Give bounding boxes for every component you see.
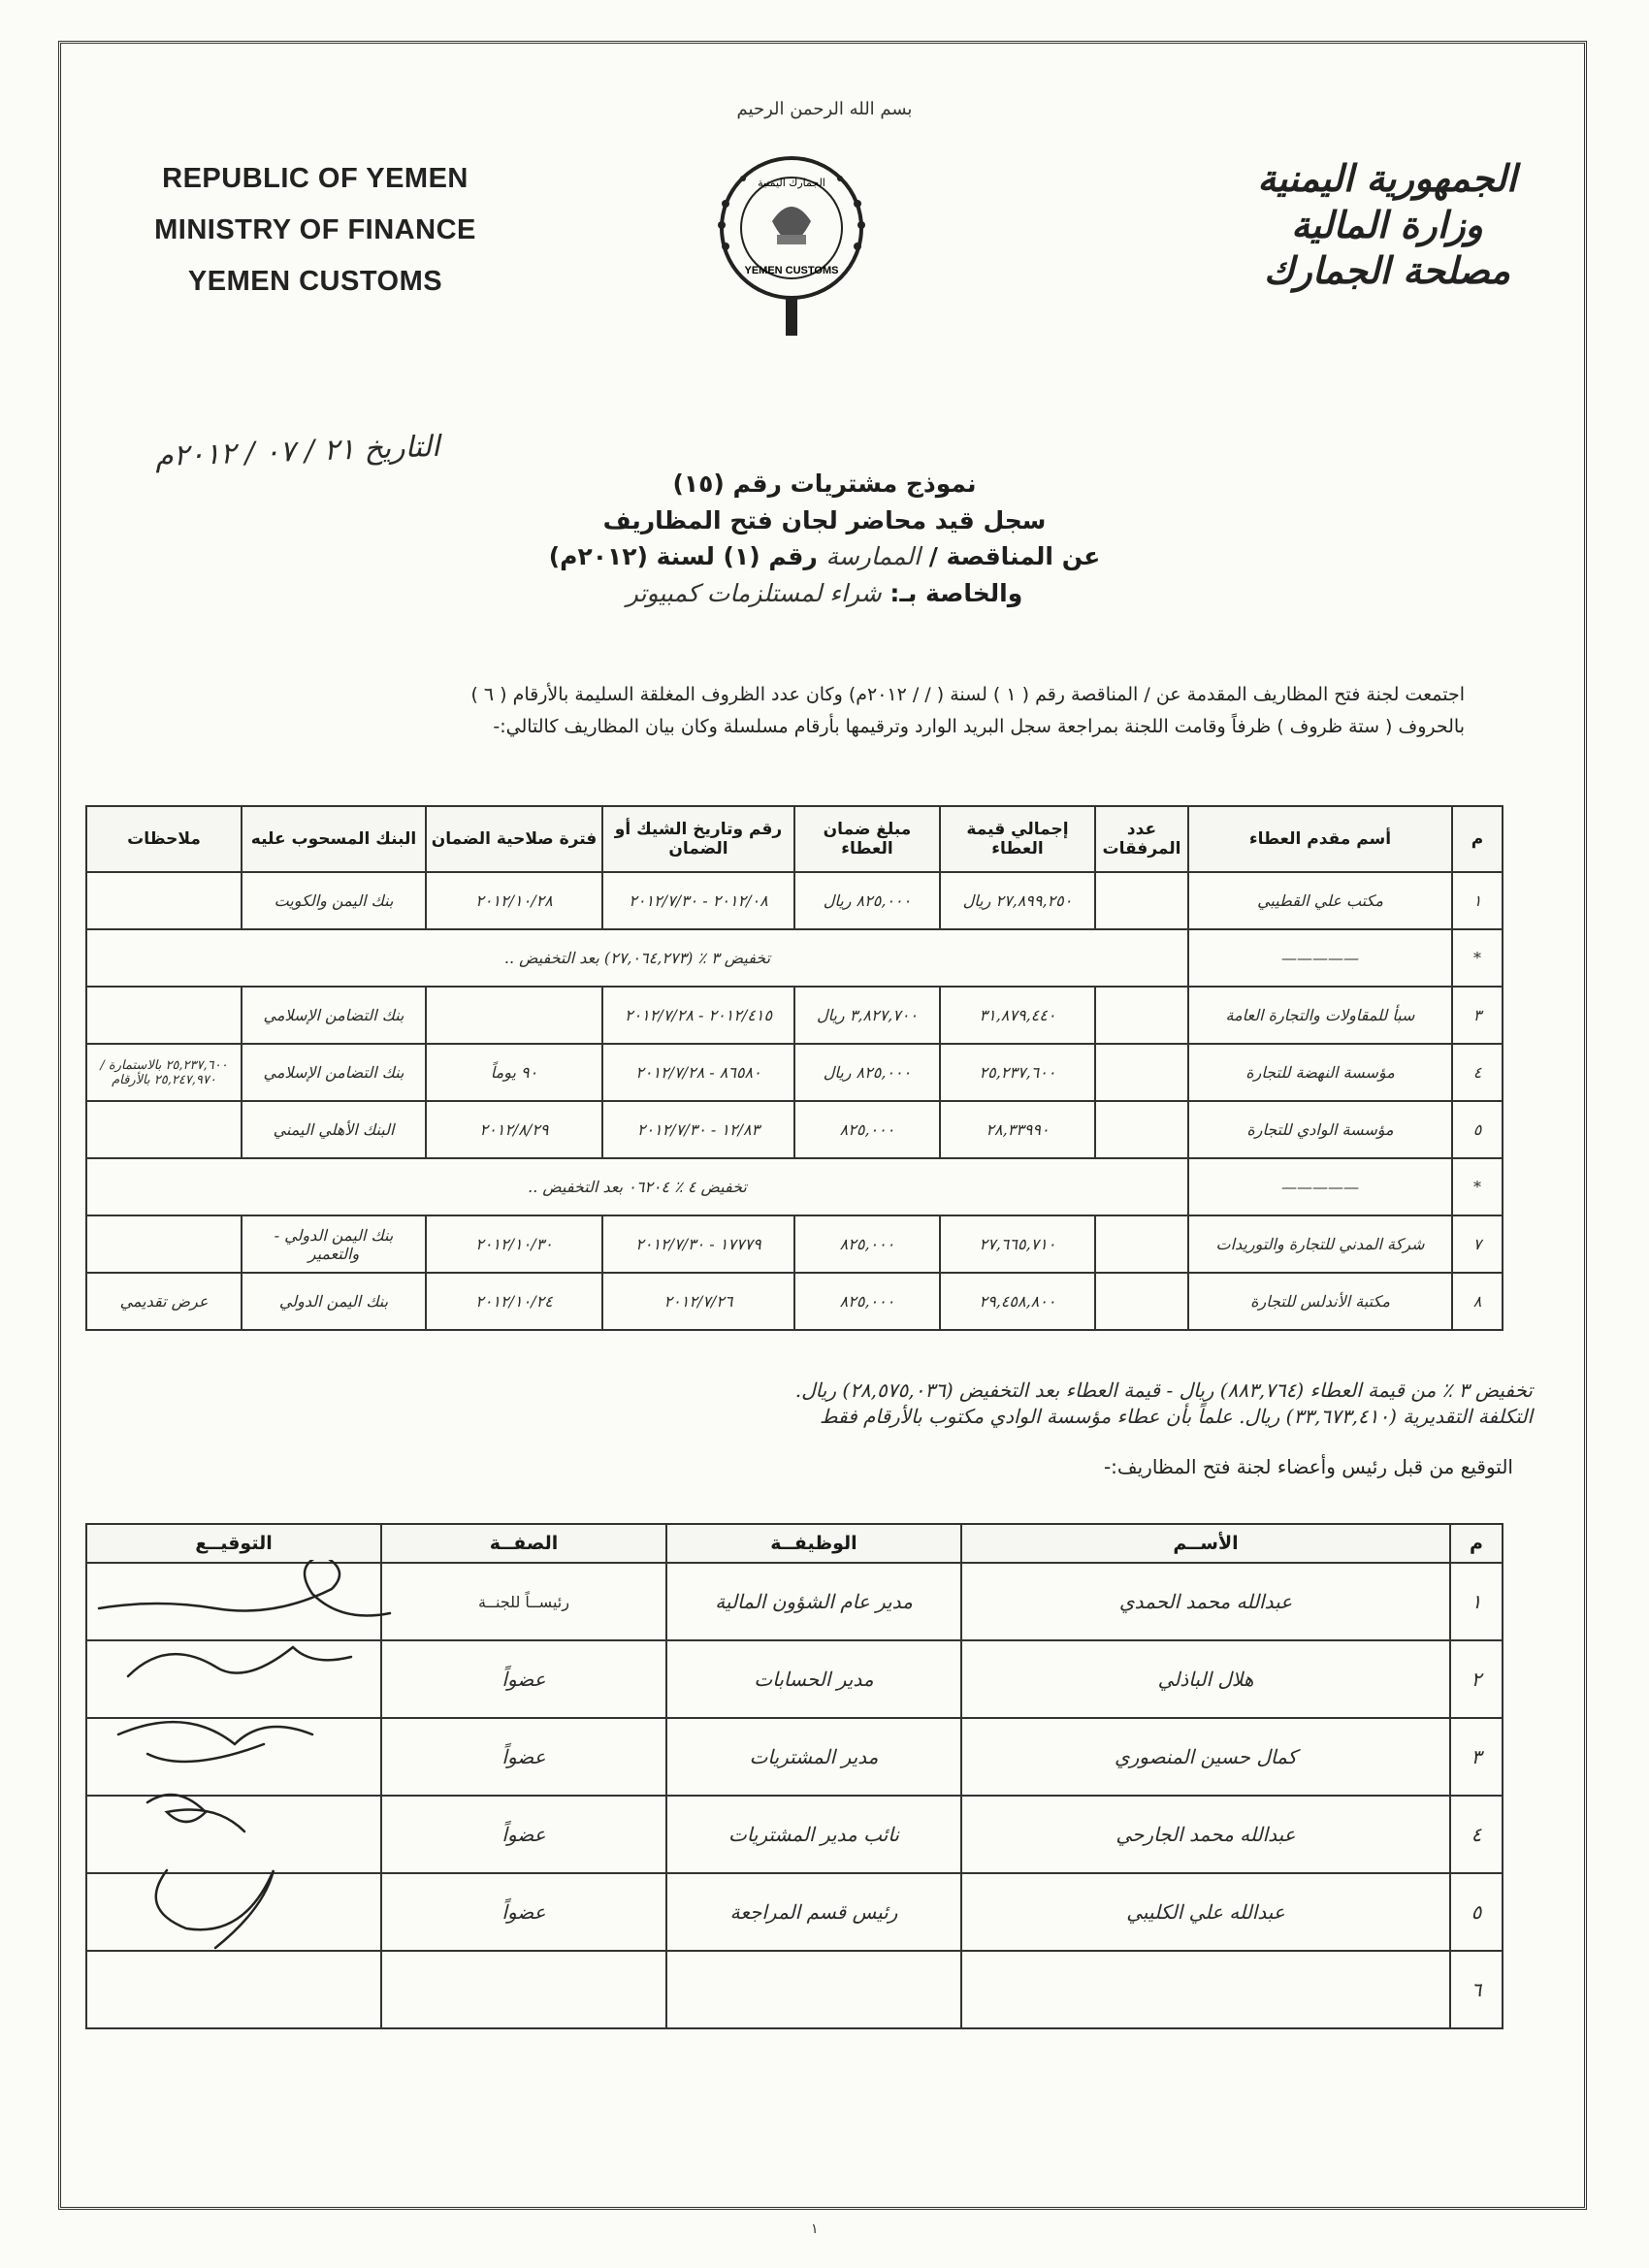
col-header-total: إجمالي قيمة العطاء — [940, 806, 1095, 872]
cell-bidder: سبأ للمقاولات والتجارة العامة — [1188, 987, 1452, 1044]
header-ar-line-1: الجمهورية اليمنية — [1257, 156, 1517, 200]
cell-num: ٤ — [1452, 1044, 1503, 1101]
table-row — [86, 987, 1503, 1044]
cell-attachments — [1095, 987, 1188, 1044]
members-header-row — [86, 1524, 1503, 1563]
cell-role: عضواً — [381, 1873, 666, 1951]
cell-validity: ٢٠١٢/١٠/٣٠ — [426, 1215, 602, 1273]
cell-role: عضواً — [381, 1718, 666, 1796]
cell-validity: ٢٠١٢/٨/٢٩ — [426, 1101, 602, 1158]
cell-notes — [86, 1101, 242, 1158]
emblem-english-text: YEMEN CUSTOMS — [744, 265, 839, 276]
col-header-notes: ملاحظات — [86, 806, 242, 872]
register-title: سجل قيد محاضر لجان فتح المظاريف — [602, 505, 1047, 535]
cell-bidder: شركة المدني للتجارة والتوريدات — [1188, 1215, 1452, 1273]
table-row-discount — [86, 1158, 1503, 1215]
cell-attachments — [1095, 1273, 1188, 1330]
header-en-line-3: YEMEN CUSTOMS — [187, 266, 443, 297]
cell-cheque: ٢٠١٢/٧/٢٦ — [602, 1273, 794, 1330]
cell-bidder: مكتب علي القطيبي — [1188, 872, 1452, 929]
bids-table — [85, 805, 1504, 1331]
handwritten-date: التاريخ ٢١ / ٠٧ / ٢٠١٢م — [154, 429, 440, 474]
cell-cheque: ١٧٧٧٩ - ٢٠١٢/٧/٣٠ — [602, 1215, 794, 1273]
cell-num: ٥ — [1452, 1101, 1503, 1158]
cell-attachments — [1095, 1044, 1188, 1101]
tender-prefix: عن المناقصة / — [928, 542, 1101, 570]
cell-dash: ————— — [1188, 929, 1452, 987]
cell-num: ٣ — [1452, 987, 1503, 1044]
cell-role: عضواً — [381, 1640, 666, 1718]
intro-line-2: بالحروف ( ستة ظروف ) ظرفاً وقامت اللجنة بمراجعة سجل البريد الوارد وترقيمها بأرقام مسلسلة وكان بيان المظاريف كالتالي:- — [493, 716, 1465, 738]
cell-notes: ٢٥,٢٣٧,٦٠٠ بالاستمارة / ٢٥,٢٤٧,٩٧٠ بالأرقام — [86, 1044, 242, 1101]
cell-bidder: مكتبة الأندلس للتجارة — [1188, 1273, 1452, 1330]
cell-name: عبدالله علي الكليبي — [961, 1873, 1450, 1951]
basmala: بسم الله الرحمن الرحيم — [736, 99, 913, 119]
cell-bidder: مؤسسة النهضة للتجارة — [1188, 1044, 1452, 1101]
arabic-header — [1232, 155, 1542, 294]
table-row — [86, 1044, 1503, 1101]
cell-cheque: ٢٠١٢/٤١٥ - ٢٠١٢/٧/٢٨ — [602, 987, 794, 1044]
cell-bank: بنك اليمن والكويت — [242, 872, 426, 929]
subject-handwritten: شراء لمستلزمات كمبيوتر — [626, 578, 882, 607]
col-header-num: م — [1450, 1524, 1503, 1563]
header-ar-line-3: مصلحة الجمارك — [1264, 248, 1510, 292]
cell-role — [381, 1951, 666, 2028]
cell-job: نائب مدير المشتريات — [666, 1796, 961, 1873]
col-header-name: الأســم — [961, 1524, 1450, 1563]
cell-cheque: ١٢/٨٣ - ٢٠١٢/٧/٣٠ — [602, 1101, 794, 1158]
cell-num: ٤ — [1450, 1796, 1503, 1873]
header-en-line-1: REPUBLIC OF YEMEN — [162, 163, 469, 194]
handwritten-notes — [78, 1377, 1533, 1430]
col-header-signature: التوقيــع — [86, 1524, 381, 1563]
cell-name: عبدالله محمد الجارحي — [961, 1796, 1450, 1873]
cell-total: ٢٧,٦٦٥,٧١٠ — [940, 1215, 1095, 1273]
cell-name: هلال الباذلي — [961, 1640, 1450, 1718]
cell-num: ٦ — [1450, 1951, 1503, 2028]
cell-validity: ٢٠١٢/١٠/٢٤ — [426, 1273, 602, 1330]
cell-guarantee: ٨٢٥,٠٠٠ — [794, 1215, 940, 1273]
cell-name: كمال حسين المنصوري — [961, 1718, 1450, 1796]
cell-notes — [86, 1215, 242, 1273]
cell-total: ٢٥,٢٣٧,٦٠٠ — [940, 1044, 1095, 1101]
intro-paragraph — [155, 679, 1465, 744]
cell-guarantee: ٣,٨٢٧,٧٠٠ ريال — [794, 987, 940, 1044]
handwritten-signatures — [89, 1560, 409, 1977]
cell-dash: ————— — [1188, 1158, 1452, 1215]
cell-bidder: مؤسسة الوادي للتجارة — [1188, 1101, 1452, 1158]
tender-line — [291, 538, 1358, 575]
cell-discount-note: تخفيض ٤ ٪ ٠٦٢٠٤ بعد التخفيض .. — [86, 1158, 1188, 1215]
cell-cheque: ٢٠١٢/٠٨ - ٢٠١٢/٧/٣٠ — [602, 872, 794, 929]
col-header-job: الوظيفــة — [666, 1524, 961, 1563]
cell-num: ٥ — [1450, 1873, 1503, 1951]
cell-job: مدير المشتريات — [666, 1718, 961, 1796]
bids-header-row — [86, 806, 1503, 872]
table-row-discount — [86, 929, 1503, 987]
cell-num: ١ — [1450, 1563, 1503, 1640]
cell-cheque: ٨٦٥٨٠ - ٢٠١٢/٧/٢٨ — [602, 1044, 794, 1101]
form-title: نموذج مشتريات رقم (١٥) — [672, 470, 977, 498]
handwritten-note-1: تخفيض ٣ ٪ من قيمة العطاء (٨٨٣,٧٦٤) ريال - قيمة العطاء بعد التخفيض (٢٨,٥٧٥,٠٣٦) ريال. — [794, 1378, 1533, 1402]
col-header-bank: البنك المسحوب عليه — [242, 806, 426, 872]
col-header-attachments: عدد المرفقات — [1095, 806, 1188, 872]
handwritten-note-2: التكلفة التقديرية (٣٣,٦٧٣,٤١٠) ريال. علماً بأن عطاء مؤسسة الوادي مكتوب بالأرقام فقط — [819, 1405, 1533, 1428]
cell-total: ٢٧,٨٩٩,٢٥٠ ريال — [940, 872, 1095, 929]
cell-bank: بنك التضامن الإسلامي — [242, 987, 426, 1044]
col-header-role: الصفــة — [381, 1524, 666, 1563]
english-header — [107, 165, 524, 319]
customs-emblem-logo — [704, 146, 879, 349]
cell-num: ٧ — [1452, 1215, 1503, 1273]
cell-bank: البنك الأهلي اليمني — [242, 1101, 426, 1158]
cell-total: ٢٨,٣٣٩٩٠ — [940, 1101, 1095, 1158]
cell-notes — [86, 872, 242, 929]
col-header-guarantee: مبلغ ضمان العطاء — [794, 806, 940, 872]
cell-num: * — [1452, 1158, 1503, 1215]
cell-job: رئيس قسم المراجعة — [666, 1873, 961, 1951]
cell-role: عضواً — [381, 1796, 666, 1873]
header-ar-line-2: وزارة المالية — [1291, 202, 1483, 246]
cell-guarantee: ٨٢٥,٠٠٠ — [794, 1101, 940, 1158]
col-header-cheque: رقم وتاريخ الشيك أو الضمان — [602, 806, 794, 872]
col-header-num: م — [1452, 806, 1503, 872]
col-header-validity: فترة صلاحية الضمان — [426, 806, 602, 872]
header-en-line-2: MINISTRY OF FINANCE — [154, 214, 476, 245]
table-row — [86, 1273, 1503, 1330]
cell-num: ٢ — [1450, 1640, 1503, 1718]
intro-line-1: اجتمعت لجنة فتح المظاريف المقدمة عن / المناقصة رقم ( ١ ) لسنة ( / / ٢٠١٢م) وكان عدد الظروف المغلقة السليمة بالأرقام ( ٦ ) — [470, 684, 1465, 705]
cell-job: مدير عام الشؤون المالية — [666, 1563, 961, 1640]
cell-attachments — [1095, 872, 1188, 929]
tender-handwritten: الممارسة — [825, 542, 921, 570]
cell-guarantee: ٨٢٥,٠٠٠ ريال — [794, 872, 940, 929]
cell-role: رئيســاً للجنــة — [381, 1563, 666, 1640]
col-header-bidder: أسم مقدم العطاء — [1188, 806, 1452, 872]
cell-discount-note: تخفيض ٣ ٪ (٢٧,٠٦٤,٢٧٣) بعد التخفيض .. — [86, 929, 1188, 987]
table-row — [86, 1215, 1503, 1273]
cell-job: مدير الحسابات — [666, 1640, 961, 1718]
cell-validity — [426, 987, 602, 1044]
cell-validity: ٢٠١٢/١٠/٢٨ — [426, 872, 602, 929]
cell-guarantee: ٨٢٥,٠٠٠ — [794, 1273, 940, 1330]
subject-prefix: والخاصة بـ: — [889, 578, 1023, 607]
table-row — [86, 872, 1503, 929]
signature-caption: التوقيع من قبل رئيس وأعضاء لجنة فتح المظاريف:- — [1103, 1455, 1513, 1478]
cell-attachments — [1095, 1215, 1188, 1273]
cell-name: عبدالله محمد الحمدي — [961, 1563, 1450, 1640]
emblem-arabic-text: الجمارك اليمنية — [758, 177, 825, 189]
cell-notes — [86, 987, 242, 1044]
cell-bank: بنك التضامن الإسلامي — [242, 1044, 426, 1101]
cell-total: ٢٩,٤٥٨,٨٠٠ — [940, 1273, 1095, 1330]
document-titles — [291, 466, 1358, 611]
cell-num: ٣ — [1450, 1718, 1503, 1796]
page-number: ١ — [811, 2221, 819, 2237]
cell-bank: بنك اليمن الدولي — [242, 1273, 426, 1330]
cell-guarantee: ٨٢٥,٠٠٠ ريال — [794, 1044, 940, 1101]
cell-num: ٨ — [1452, 1273, 1503, 1330]
cell-validity: ٩٠ يوماً — [426, 1044, 602, 1101]
subject-line — [291, 575, 1358, 612]
cell-job — [666, 1951, 961, 2028]
table-row — [86, 1101, 1503, 1158]
cell-bank: بنك اليمن الدولي - والتعمير — [242, 1215, 426, 1273]
cell-num: ١ — [1452, 872, 1503, 929]
cell-num: * — [1452, 929, 1503, 987]
cell-name — [961, 1951, 1450, 2028]
cell-attachments — [1095, 1101, 1188, 1158]
cell-total: ٣١,٨٧٩,٤٤٠ — [940, 987, 1095, 1044]
cell-notes: عرض تقديمي — [86, 1273, 242, 1330]
tender-suffix: رقم (١) لسنة (٢٠١٢م) — [548, 542, 818, 570]
